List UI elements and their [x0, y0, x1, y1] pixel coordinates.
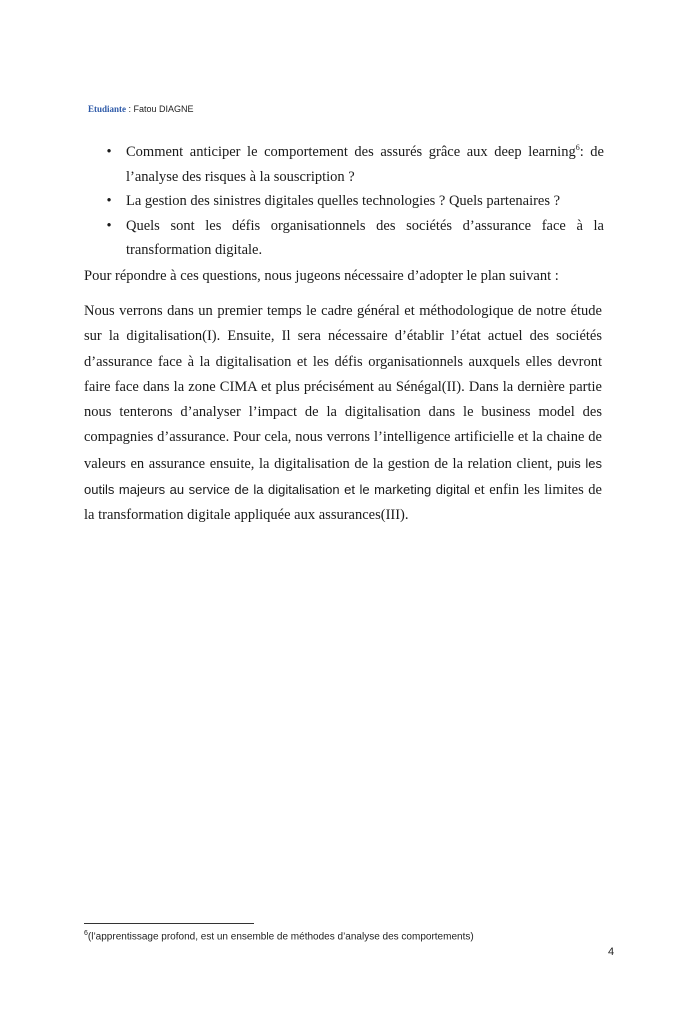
list-item — [84, 140, 604, 189]
list-item-text: La gestion des sinistres digitales quelles technologies ? Quels partenaires ? — [126, 193, 561, 209]
page-header — [88, 104, 194, 114]
list-item — [84, 189, 604, 214]
list-item — [84, 214, 604, 263]
header-student-name: Fatou DIAGNE — [133, 104, 194, 114]
footnote-reference: 6 — [575, 143, 580, 153]
list-item-text-continued: : de l’analyse des risques à la souscription ? — [126, 144, 604, 185]
footnote-text: (l’apprentissage profond, est un ensemble de méthodes d’analyse des comportements) — [87, 931, 474, 943]
bullet-icon: • — [106, 217, 112, 234]
header-label: Etudiante — [88, 104, 127, 114]
footnote-divider — [84, 923, 254, 924]
list-item-text: Quels sont les défis organisationnels des sociétés d’assurance face à la transformation digitale. — [126, 217, 604, 258]
footnote — [84, 930, 474, 942]
page-number: 4 — [608, 946, 615, 958]
bullet-icon: • — [106, 144, 112, 160]
plan-paragraph-part1: Nous verrons dans un premier temps le cadre général et méthodologique de notre étude sur la digitalisation(I). Ensuite, Il sera nécessaire d’établir l’état actuel des sociétés d’assurance face à la digitalisation et les défis organisationnels auxquels elles devront faire face dans la zone CIMA et plus précisément au Sénégal(II). Dans la dernière partie nous tenterons d’analyser l’impact de la digitalisation dans le business model des compagnies d’assurance. Pour cela, nous verrons l’intelligence artificielle et la chaine de valeurs en assurance ensuite, la digitalisation de la gestion de la relation client, — [84, 303, 602, 472]
intro-sentence: Pour répondre à ces questions, nous jugeons nécessaire d’adopter le plan suivant : — [84, 268, 559, 284]
plan-paragraph — [84, 299, 602, 529]
plan-paragraph-part3: et enfin les limites de la transformation digitale appliquée aux assurances(III). — [84, 482, 602, 524]
bullet-icon: • — [106, 193, 112, 209]
question-list — [84, 140, 604, 263]
header-separator: : — [126, 104, 134, 114]
footnote-number: 6 — [84, 930, 88, 937]
plan-paragraph-part2: puis les outils majeurs au service de la digitalisation et le marketing digital — [84, 455, 602, 498]
list-item-text: Comment anticiper le comportement des assurés grâce aux deep learning — [126, 144, 576, 160]
